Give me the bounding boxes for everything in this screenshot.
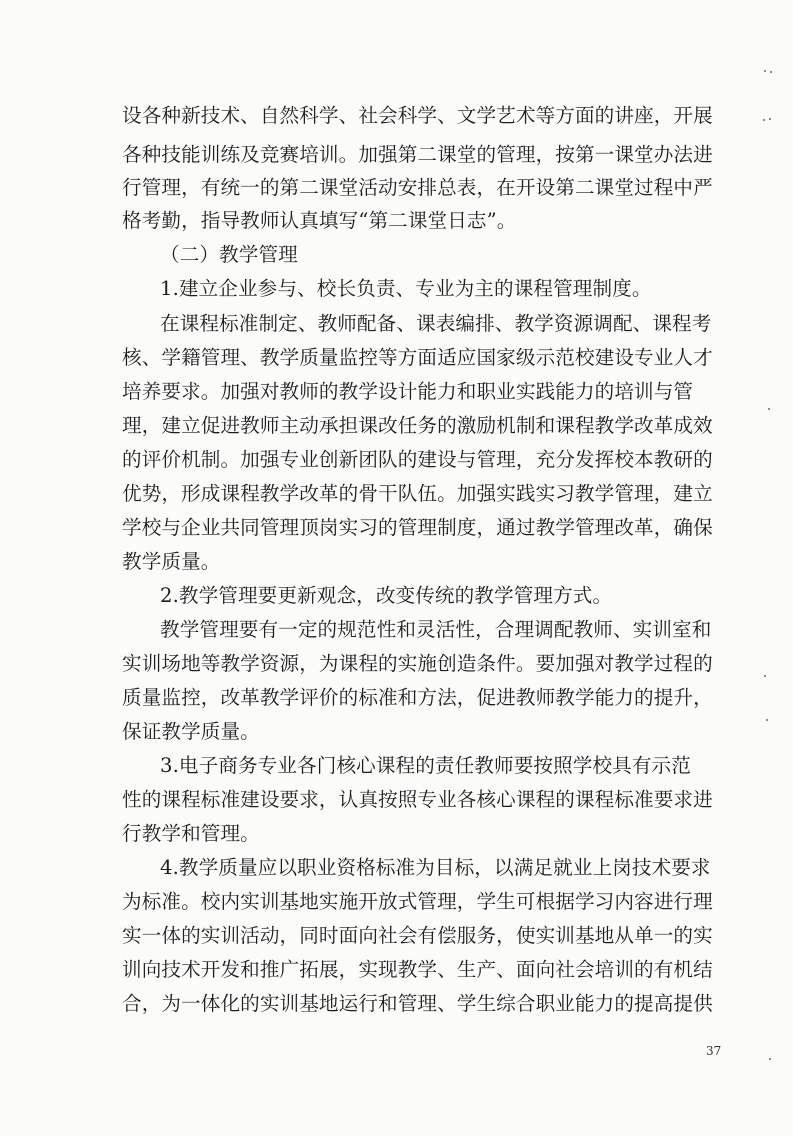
numbered-item-heading: 3.电子商务专业各门核心课程的责任教师要按照学校具有示范: [160, 754, 691, 777]
page-number: 37: [706, 1044, 722, 1058]
text-line: 核、学籍管理、教学质量监控等方面适应国家级示范校建设专业人才: [122, 346, 713, 369]
text-line: 优势，形成课程教学改革的骨干队伍。加强实践实习教学管理，建立: [122, 482, 713, 505]
text-line: 设各种新技术、自然科学、社会科学、文学艺术等方面的讲座，开展: [122, 104, 713, 127]
text-line: 各种技能训练及竞赛培训。加强第二课堂的管理，按第一课堂办法进: [122, 143, 713, 166]
scan-speck: [769, 118, 771, 120]
text-line: 合，为一体化的实训基地运行和管理、学生综合职业能力的提高提供: [122, 992, 713, 1015]
scan-speck: [768, 408, 770, 410]
text-line: 为标准。校内实训基地实施开放式管理，学生可根据学习内容进行理: [122, 890, 713, 913]
text-line: 培养要求。加强对教师的教学设计能力和职业实践能力的培训与管: [122, 380, 694, 403]
scan-speck: [764, 70, 766, 72]
text-line: 的评价机制。加强专业创新团队的建设与管理，充分发挥校本教研的: [122, 448, 713, 471]
section-heading: （二）教学管理: [160, 243, 298, 266]
scan-speck: [764, 675, 766, 677]
numbered-item-heading: 1.建立企业参与、校长负责、专业为主的课程管理制度。: [160, 277, 652, 300]
text-line: 实训场地等教学资源，为课程的实施创造条件。要加强对教学过程的: [122, 652, 713, 675]
text-line: 教学质量。: [122, 550, 221, 573]
text-line: 理，建立促进教师主动承担课改任务的激励机制和课程教学改革成效: [122, 414, 713, 437]
text-line: 行管理，有统一的第二课堂活动安排总表，在开设第二课堂过程中严: [122, 176, 713, 199]
scan-speck: [769, 1058, 771, 1060]
text-line: 行教学和管理。: [122, 822, 260, 845]
numbered-item-heading: 4.教学质量应以职业资格标准为目标，以满足就业上岗技术要求: [160, 856, 711, 879]
scan-speck: [766, 719, 768, 721]
text-line: 实一体的实训活动，同时面向社会有偿服务，使实训基地从单一的实: [122, 924, 713, 947]
text-line: 质量监控，改革教学评价的标准和方法，促进教师教学能力的提升，: [122, 686, 713, 709]
paragraph-first-line: 教学管理要有一定的规范性和灵活性，合理调配教师、实训室和: [160, 618, 712, 641]
numbered-item-heading: 2.教学管理要更新观念，改变传统的教学管理方式。: [160, 584, 613, 607]
text-line: 性的课程标准建设要求，认真按照专业各核心课程的课程标准要求进: [122, 788, 713, 811]
paragraph-first-line: 在课程标准制定、教师配备、课表编排、教学资源调配、课程考: [160, 312, 712, 335]
text-line: 训向技术开发和推广拓展，实现教学、生产、面向社会培训的有机结: [122, 958, 713, 981]
text-line: 学校与企业共同管理顶岗实习的管理制度，通过教学管理改革，确保: [122, 516, 713, 539]
text-line: 格考勤，指导教师认真填写“第二课堂日志”。: [122, 209, 517, 232]
text-line: 保证教学质量。: [122, 720, 260, 743]
scan-speck: [770, 71, 772, 73]
scan-speck: [763, 119, 765, 121]
